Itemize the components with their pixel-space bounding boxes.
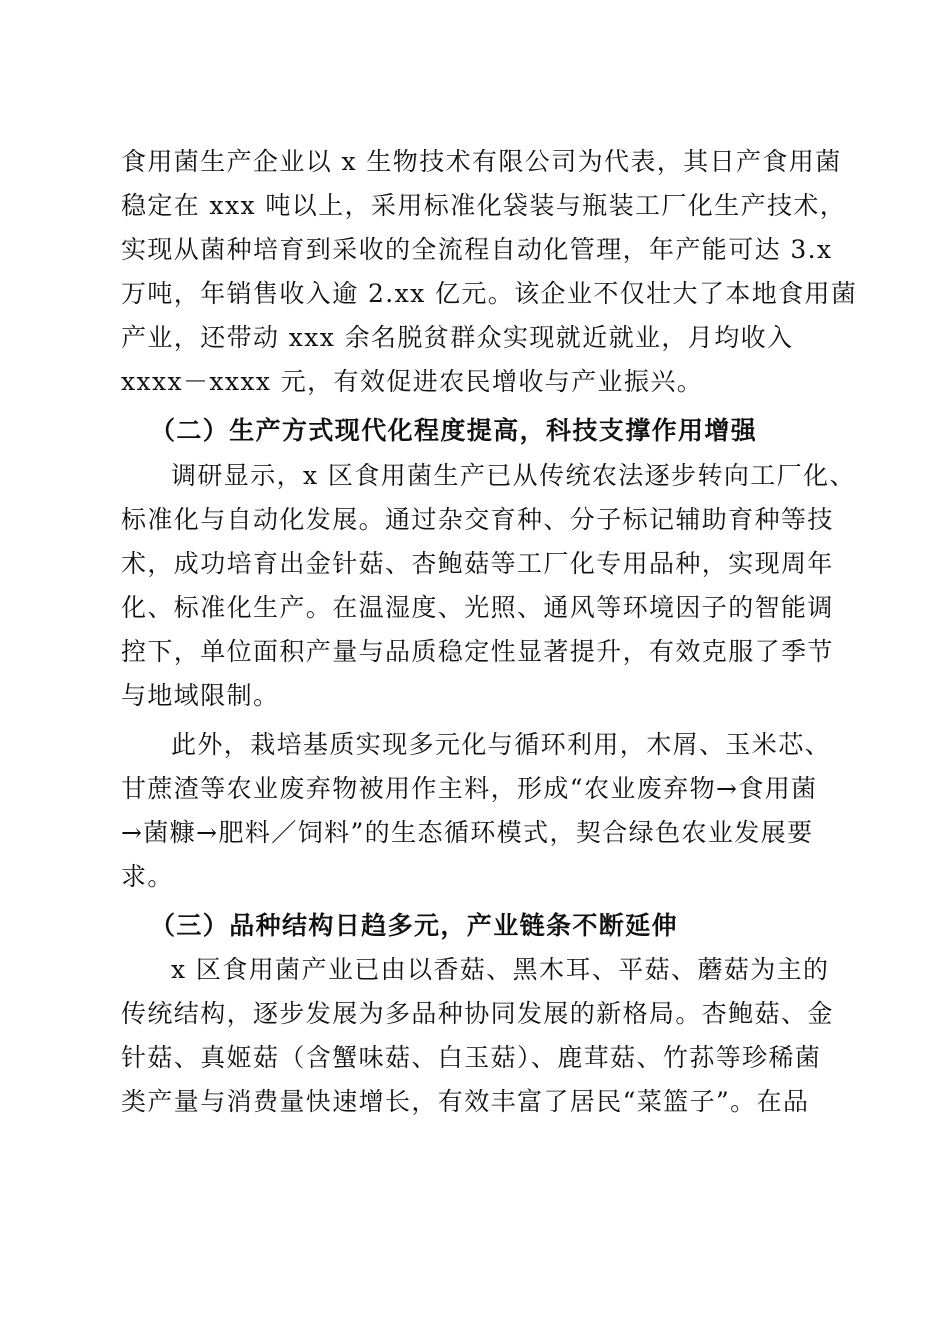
paragraph-line: 术，成功培育出金针菇、杏鲍菇等工厂化专用品种，实现周年 — [121, 549, 834, 578]
paragraph-line: 求。 — [121, 862, 174, 891]
paragraph-line: 产业，还带动 xxx 余名脱贫群众实现就近就业，月均收入 — [121, 323, 794, 352]
paragraph-line: xxxx－xxxx 元，有效促进农民增收与产业振兴。 — [121, 367, 704, 396]
section-heading: （二）生产方式现代化程度提高，科技支撑作用增强 — [150, 416, 758, 445]
paragraph-line: 化、标准化生产。在温湿度、光照、通风等环境因子的智能调 — [121, 593, 834, 622]
paragraph-line: 此外，栽培基质实现多元化与循环利用，木屑、玉米芯、 — [171, 730, 832, 759]
paragraph-line: 甘蔗渣等农业废弃物被用作主料，形成“农业废弃物→食用菌 — [121, 774, 818, 803]
section-heading: （三）品种结构日趋多元，产业链条不断延伸 — [150, 911, 679, 940]
paragraph-line: 控下，单位面积产量与品质稳定性显著提升，有效克服了季节 — [121, 637, 834, 666]
paragraph-line: 类产量与消费量快速增长，有效丰富了居民“菜篮子”。在品 — [121, 1087, 810, 1116]
paragraph-line: 调研显示，x 区食用菌生产已从传统农法逐步转向工厂化、 — [171, 461, 856, 490]
paragraph-line: 实现从菌种培育到采收的全流程自动化管理，年产能可达 3.x — [121, 235, 833, 264]
paragraph-line: x 区食用菌产业已由以香菇、黑木耳、平菇、蘑菇为主的 — [171, 955, 830, 984]
paragraph-line: 万吨，年销售收入逾 2.xx 亿元。该企业不仅壮大了本地食用菌 — [121, 279, 858, 308]
paragraph-line: →菌糠→肥料／饲料”的生态循环模式，契合绿色农业发展要 — [121, 818, 814, 847]
paragraph-line: 针菇、真姬菇（含蟹味菇、白玉菇）、鹿茸菇、竹荪等珍稀菌 — [121, 1043, 822, 1072]
paragraph-line: 稳定在 xxx 吨以上，采用标准化袋装与瓶装工厂化生产技术， — [121, 191, 847, 220]
paragraph-line: 传统结构，逐步发展为多品种协同发展的新格局。杏鲍菇、金 — [121, 999, 834, 1028]
paragraph-line: 与地域限制。 — [121, 681, 280, 710]
paragraph-line: 食用菌生产企业以 x 生物技术有限公司为代表，其日产食用菌 — [121, 147, 842, 176]
paragraph-line: 标准化与自动化发展。通过杂交育种、分子标记辅助育种等技 — [121, 505, 834, 534]
